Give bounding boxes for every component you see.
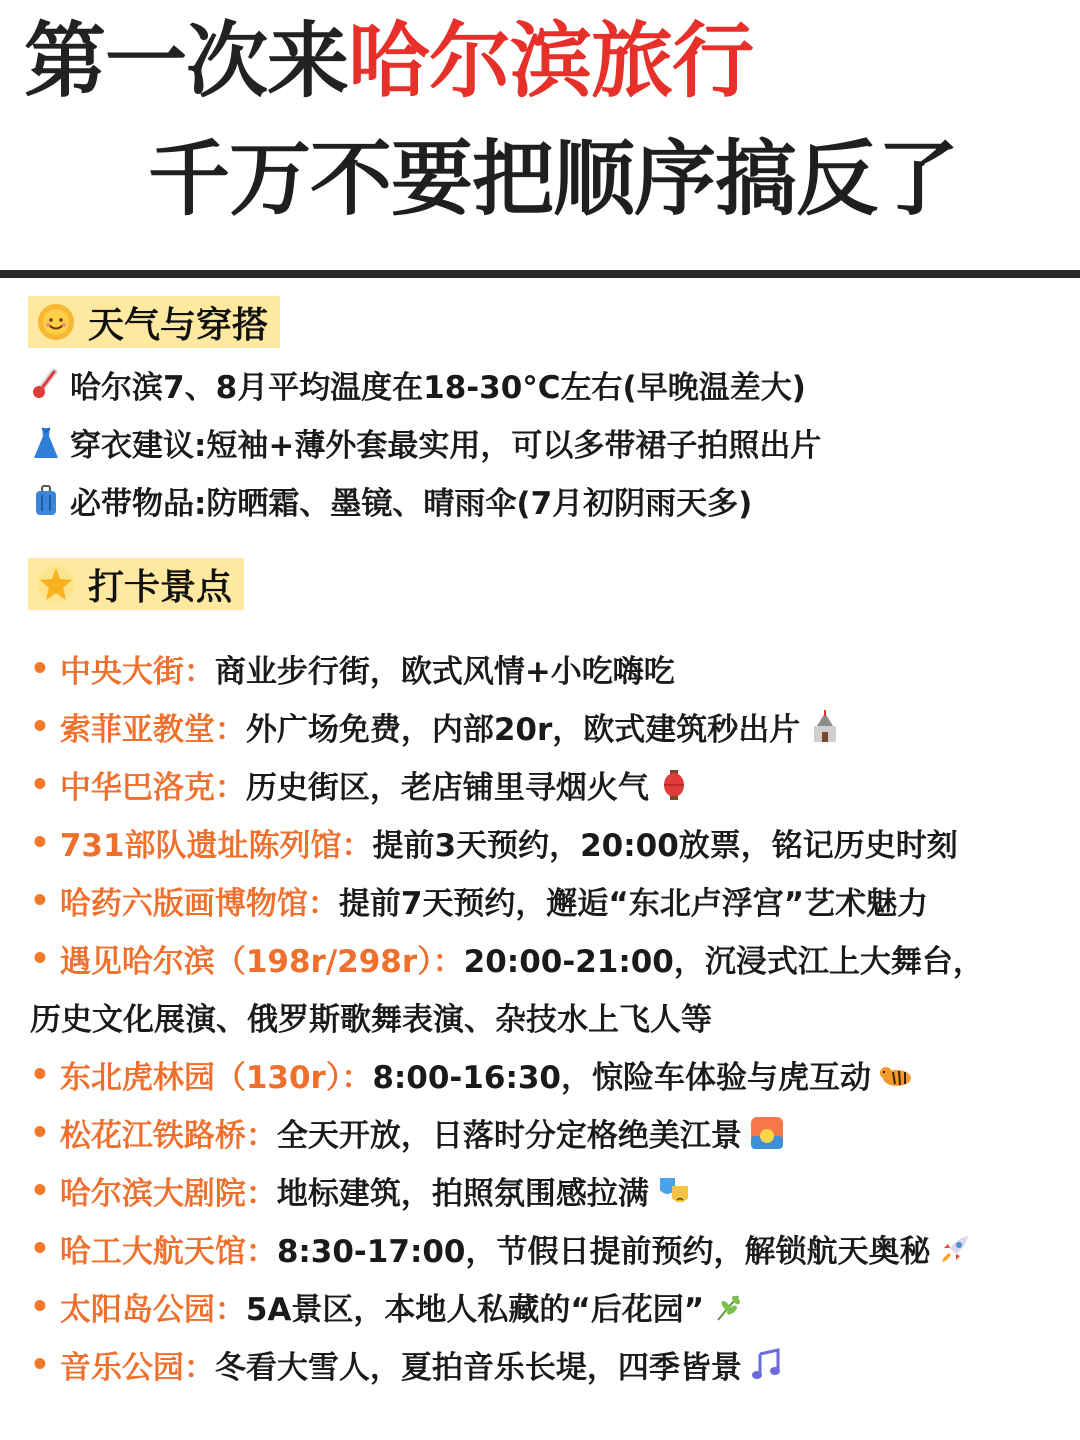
spot-item	[30, 878, 928, 923]
spot-item	[30, 704, 842, 749]
spot-name: 东北虎林园（130r）：	[59, 1060, 373, 1096]
weather-item-text: 必带物品:防晒霜、墨镜、晴雨伞(7月初阴雨天多)	[70, 486, 753, 522]
spot-item	[30, 1110, 784, 1155]
spots-heading-text: 打卡景点	[88, 566, 233, 608]
spot-desc: 5A景区，本地人私藏的“后花园”	[245, 1292, 705, 1328]
rocket-icon	[938, 1232, 972, 1266]
spot-item	[30, 1226, 972, 1271]
lantern-icon	[657, 768, 691, 802]
spot-desc: 8:30-17:00，节假日提前预约，解锁航天奥秘	[276, 1234, 931, 1270]
sunset-icon	[750, 1116, 784, 1150]
spot-name: 哈药六版画博物馆：	[59, 886, 339, 922]
bullet: •	[30, 882, 50, 919]
spot-item	[30, 1052, 913, 1097]
spot-desc: 提前3天预约，20:00放票，铭记历史时刻	[372, 828, 958, 864]
bullet: •	[30, 1230, 50, 1267]
spot-desc: 提前7天预约，邂逅“东北卢浮宫”艺术魅力	[338, 886, 929, 922]
spot-desc: 冬看大雪人，夏拍音乐长堤，四季皆景	[214, 1350, 742, 1386]
spot-name: 遇见哈尔滨（198r/298r）：	[59, 944, 464, 980]
glowing-star-icon	[36, 564, 76, 604]
bullet: •	[30, 824, 50, 861]
spot-name: 哈尔滨大剧院：	[59, 1176, 277, 1212]
tiger-icon	[879, 1058, 913, 1092]
bullet: •	[30, 1172, 50, 1209]
spot-name: 音乐公园：	[59, 1350, 215, 1386]
spot-item	[30, 762, 691, 807]
weather-item-text: 穿衣建议:短袖+薄外套最实用，可以多带裙子拍照出片	[70, 428, 822, 464]
bullet: •	[30, 1056, 50, 1093]
spot-name: 松花江铁路桥：	[59, 1118, 277, 1154]
spot-item	[30, 1342, 784, 1387]
title-dark-part: 第一次来	[24, 14, 349, 109]
church-icon	[808, 710, 842, 744]
weather-item-text: 哈尔滨7、8月平均温度在18-30°C左右(早晚温差大)	[70, 370, 806, 406]
spot-name: 中华巴洛克：	[59, 770, 246, 806]
weather-item-temperature	[30, 362, 806, 407]
spot-item	[30, 646, 675, 691]
bullet: •	[30, 708, 50, 745]
weather-section-heading	[28, 296, 280, 348]
spot-desc: 全天开放，日落时分定格绝美江景	[276, 1118, 742, 1154]
bullet: •	[30, 766, 50, 803]
spots-section-heading	[28, 558, 244, 610]
spot-desc: 8:00-16:30，惊险车体验与虎互动	[372, 1060, 871, 1096]
music-notes-icon	[750, 1348, 784, 1382]
spot-name: 哈工大航天馆：	[59, 1234, 277, 1270]
bullet: •	[30, 940, 50, 977]
bullet: •	[30, 1288, 50, 1325]
spot-item	[30, 1284, 746, 1329]
spot-desc: 历史街区，老店铺里寻烟火气	[245, 770, 649, 806]
spot-name: 731部队遗址陈列馆：	[59, 828, 373, 864]
spot-name: 索菲亚教堂：	[59, 712, 246, 748]
header	[0, 0, 1080, 270]
spot-desc: 地标建筑，拍照氛围感拉满	[276, 1176, 649, 1212]
spot-desc: 商业步行街，欧式风情+小吃嗨吃	[214, 654, 675, 690]
smiling-sun-icon	[36, 302, 76, 342]
spot-name: 中央大街：	[59, 654, 215, 690]
spot-item	[30, 936, 984, 981]
theater-masks-icon	[657, 1174, 691, 1208]
bullet: •	[30, 650, 50, 687]
bullet: •	[30, 1346, 50, 1383]
weather-item-essentials	[30, 478, 752, 523]
title-red-part: 哈尔滨旅行	[348, 14, 754, 109]
spot-item	[30, 1168, 691, 1213]
bullet: •	[30, 1114, 50, 1151]
title-line-2: 千万不要把顺序搞反了	[148, 132, 959, 227]
spot-desc: 外广场免费，内部20r，欧式建筑秒出片	[245, 712, 801, 748]
spot-desc: 20:00-21:00，沉浸式江上大舞台，	[463, 944, 984, 980]
herb-icon	[712, 1290, 746, 1324]
spot-item	[30, 820, 958, 865]
dress-icon	[30, 426, 62, 460]
weather-item-clothing	[30, 420, 821, 465]
thermometer-icon	[30, 368, 62, 402]
luggage-icon	[30, 484, 62, 518]
title-line-1	[24, 12, 753, 112]
spot-desc-continued: 历史文化展演、俄罗斯歌舞表演、杂技水上飞人等	[30, 1002, 712, 1038]
header-divider	[0, 270, 1080, 278]
spot-name: 太阳岛公园：	[59, 1292, 246, 1328]
weather-heading-text: 天气与穿搭	[88, 304, 269, 346]
